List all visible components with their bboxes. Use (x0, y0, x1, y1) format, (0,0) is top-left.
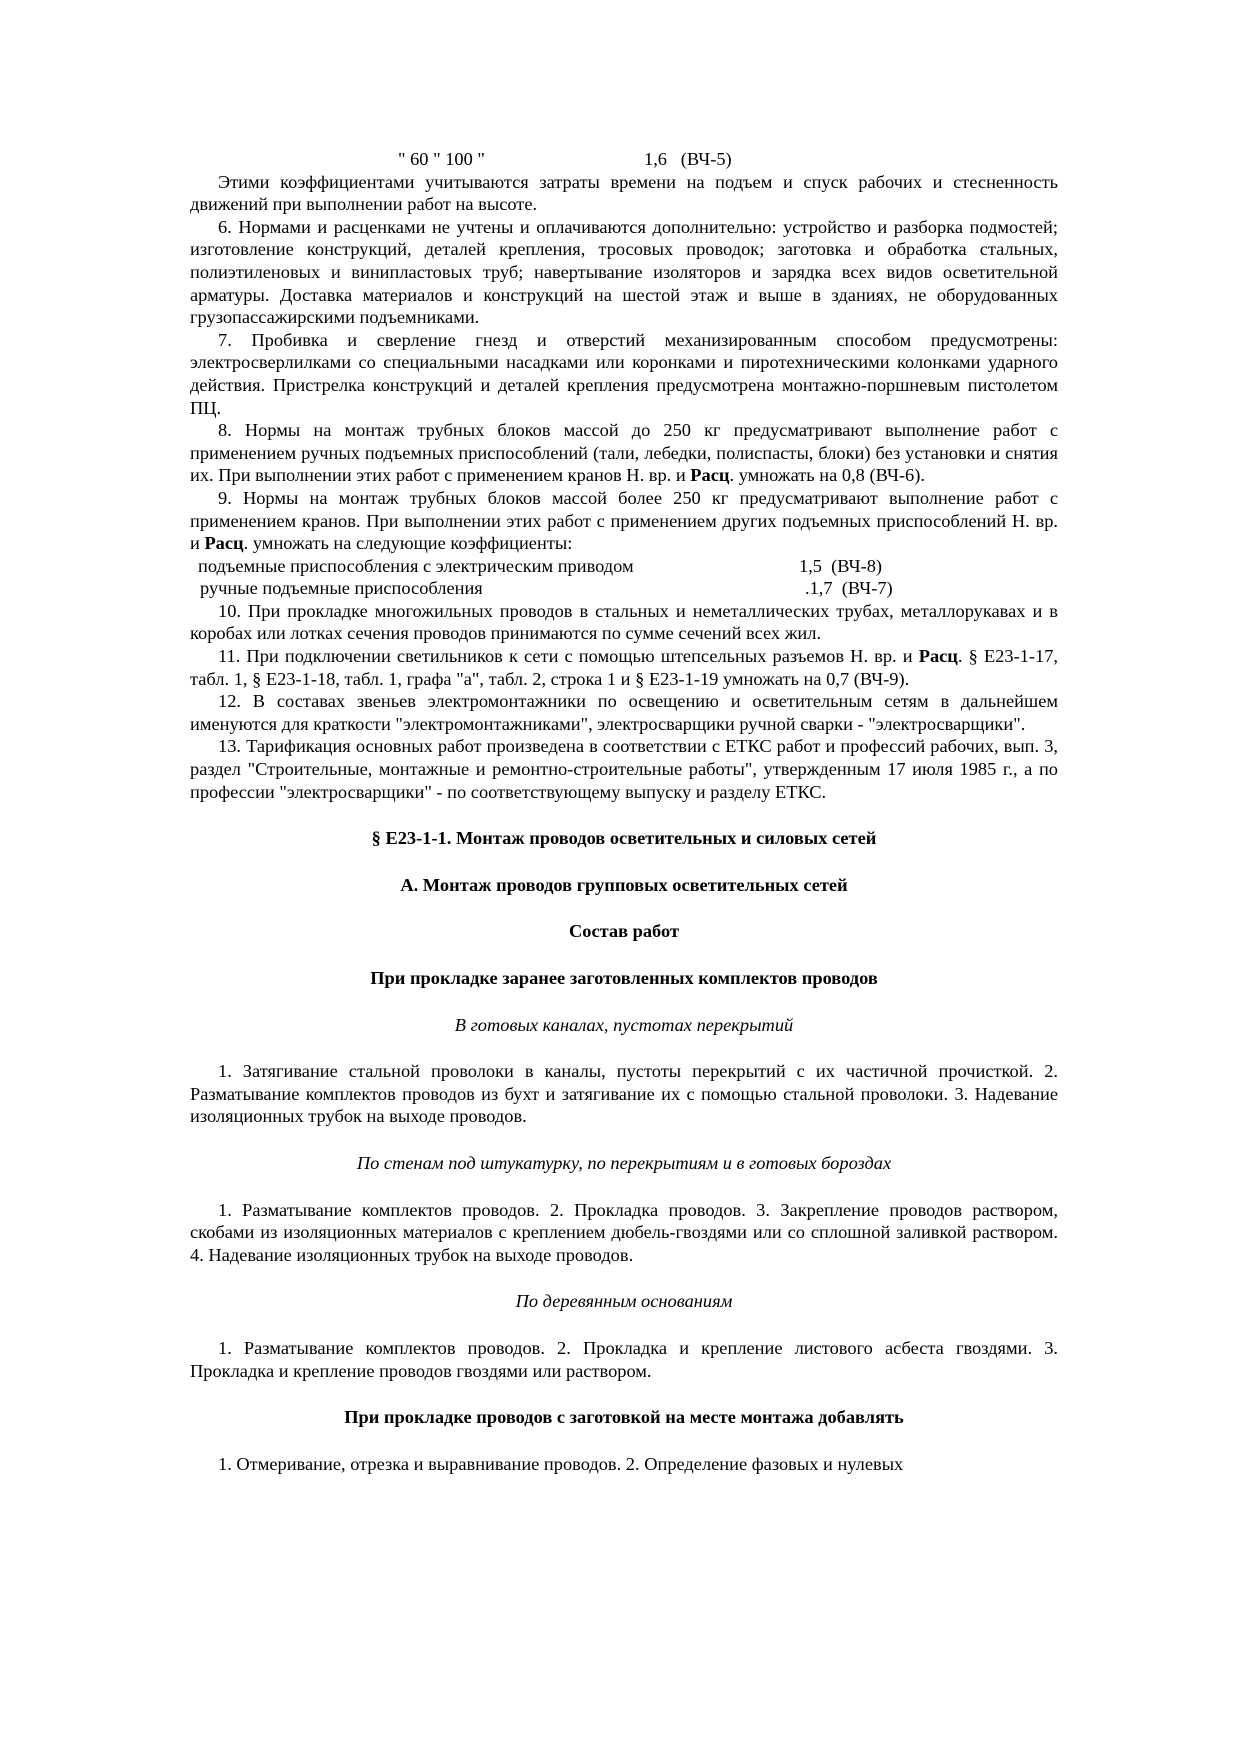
height-range: " 60 " 100 " (398, 149, 485, 169)
coefficient-label: ручные подъемные приспособления (200, 578, 483, 599)
coefficient-label: подъемные приспособления с электрическим приводом (198, 555, 634, 576)
paragraph-8-text-c: . умножать на 0,8 (ВЧ-6). (729, 465, 925, 486)
paragraph-coefficients-note: Этими коэффициентами учитываются затраты времени на подъем и спуск рабочих и стесненность движений при выполнении работ на высоте. (190, 171, 1058, 215)
subheading-channels: В готовых каналах, пустотах перекрытий (454, 1014, 794, 1035)
onsite-preparation-heading: При прокладке проводов с заготовкой на месте монтажа добавлять (344, 1407, 904, 1428)
paragraph-13: 13. Тарификация основных работ произведена в соответствии с ЕТКС работ и профессий рабочих, вып. 3, раздел "Строительные, монтажные и ремонтно-строительные работы", утвержденным 17 июля 1985 г., а по профессии "электросварщики" - по соответствующему выпуску и разделу ЕТКС. (190, 736, 1058, 802)
paragraph-11 (190, 645, 1058, 690)
coefficient-row (190, 577, 1058, 600)
prefabricated-sets-heading: При прокладке заранее заготовленных комплектов проводов (370, 968, 878, 988)
paragraph-11-text-c: . § Е23-1-17, табл. 1, § Е23-1-18, табл. 1, графа "а", табл. 2, строка 1 и § Е23-1-19 умножать на 0,7 (ВЧ-9). (190, 646, 1058, 689)
section-heading: § Е23-1-1. Монтаж проводов осветительных и силовых сетей (371, 828, 877, 849)
paragraph-12: 12. В составах звеньев электромонтажники по освещению и осветительным сетям в дальнейшем именуются для краткости "электромонтажниками", электросварщики ручной сварки - "электросварщики". (190, 691, 1058, 734)
walls-text: 1. Разматывание комплектов проводов. 2. Прокладка проводов. 3. Закрепление проводов раствором, скобами из изоляционных материалов с креплением дюбель-гвоздями или со сплошной заливкой раствором. 4. Надевание изоляционных трубок на выходе проводов. (190, 1199, 1058, 1265)
coefficient-row (190, 555, 1058, 578)
paragraph-11-text-a: 11. При подключении светильников к сети с помощью штепсельных разъемов Н. вр. и (218, 646, 919, 667)
paragraph-8-text-a: 8. Нормы на монтаж трубных блоков массой до 250 кг предусматривают выполнение работ с применением ручных подъемных приспособлений (тали, лебедки, полиспасты, блоки) без установки и снятия их. При выполнении этих работ с применением кранов Н. вр. и (190, 420, 1058, 486)
document-page (190, 148, 1058, 1475)
subheading-walls: По стенам под штукатурку, по перекрытиям и в готовых бороздах (356, 1152, 892, 1173)
subsection-heading: А. Монтаж проводов групповых осветительных сетей (400, 874, 848, 895)
coefficient-height-row (190, 148, 1058, 171)
paragraph-9-text-a: 9. Нормы на монтаж трубных блоков массой более 250 кг предусматривают выполнение работ с применением кранов. При выполнении этих работ с применением других подъемных приспособлений Н. вр. и (190, 487, 1058, 554)
work-composition-heading: Состав работ (569, 921, 679, 942)
paragraph-8 (190, 419, 1058, 487)
coefficient-value: 1,5 (ВЧ-8) (799, 555, 883, 576)
paragraph-8-bold: Расц (690, 465, 730, 486)
wooden-text: 1. Разматывание комплектов проводов. 2. Прокладка и крепление листового асбеста гвоздями. 3. Прокладка и крепление проводов гвоздями или раствором. (190, 1337, 1058, 1381)
paragraph-9-bold: Расц (204, 533, 244, 554)
paragraph-10: 10. При прокладке многожильных проводов в стальных и неметаллических трубах, металлорукавах и в коробах или лотках сечения проводов принимаются по сумме сечений всех жил. (190, 600, 1058, 644)
paragraph-9-text-c: . умножать на следующие коэффициенты: (243, 533, 573, 554)
onsite-preparation-text: 1. Отмеривание, отрезка и выравнивание проводов. 2. Определение фазовых и нулевых (218, 1453, 904, 1474)
paragraph-7: 7. Пробивка и сверление гнезд и отверстий механизированным способом предусмотрены: электросверлилками со специальными насадками или коронками и пиротехническими колонками ударного действия. Пристрелка конструкций и деталей крепления предусмотрена монтажно-поршневым пистолетом ПЦ. (190, 329, 1058, 418)
coefficient-value: .1,7 (ВЧ-7) (805, 578, 893, 599)
channels-text: 1. Затягивание стальной проволоки в каналы, пустоты перекрытий с их частичной прочисткой. 2. Разматывание комплектов проводов из бухт и затягивание их с помощью стальной проволоки. 3. Надевание изоляционных трубок на выходе проводов. (190, 1061, 1058, 1127)
subheading-wooden: По деревянным основаниям (515, 1291, 733, 1312)
height-coefficient: 1,6 (ВЧ-5) (644, 149, 732, 169)
paragraph-9 (190, 487, 1058, 555)
paragraph-6: 6. Нормами и расценками не учтены и оплачиваются дополнительно: устройство и разборка подмостей; изготовление конструкций, деталей крепления, тросовых проводок; заготовка и обработка стальных, полиэтиленовых и винипластовых труб; навертывание изоляторов и зарядка всех видов осветительной арматуры. Доставка материалов и конструкций на шестой этаж и выше в зданиях, не оборудованных грузопассажирскими подъемниками. (190, 216, 1058, 328)
paragraph-11-bold: Расц (918, 646, 958, 667)
